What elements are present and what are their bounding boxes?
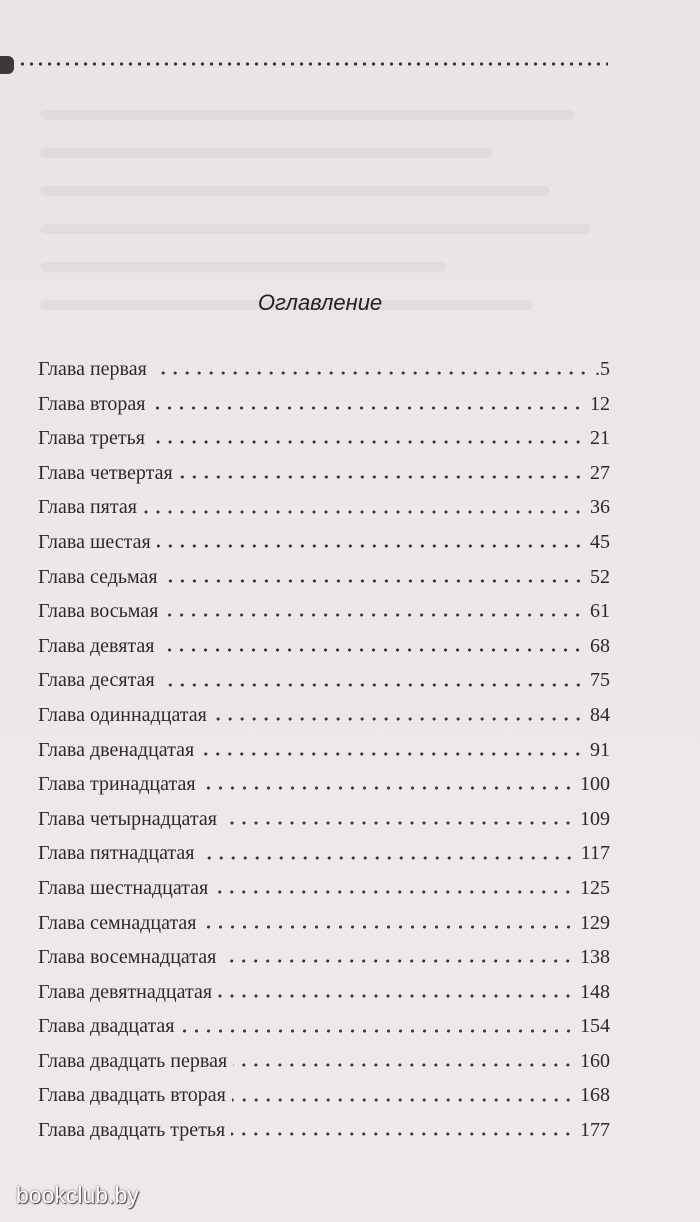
toc-entry-label: Глава двадцать третья [38,1119,226,1142]
toc-entry-label: Глава шестнадцатая [38,876,209,899]
dot-leader [181,1028,574,1034]
toc-entry [38,1078,610,1113]
toc-entry [38,975,610,1010]
toc-entry-label: Глава десятая [38,669,155,692]
dot-leader [232,1097,574,1103]
toc-entry-page: 100 [580,773,610,796]
toc-entry-page: 160 [580,1049,610,1072]
toc-entry-page: 21 [590,427,610,450]
toc-entry-page: 138 [580,946,610,969]
toc-entry [38,352,610,387]
toc-entry-label: Глава семнадцатая [38,911,197,934]
toc-entry-label: Глава восьмая [38,600,159,623]
toc-entry-label: Глава восемнадцатая [38,946,217,969]
dot-leader [153,370,589,376]
toc-entry-page: .5 [595,358,610,380]
toc-entry-label: Глава двенадцатая [38,738,195,761]
toc-entry-page: 61 [590,600,610,623]
toc-entry-page: 168 [580,1084,610,1107]
toc-entry-page: 36 [590,496,610,519]
dot-leader [218,993,574,999]
dot-leader [151,405,584,411]
dot-leader [164,578,584,584]
toc-entry-page: 148 [580,980,610,1003]
toc-entry-page: 117 [580,842,610,865]
toc-entry-page: 27 [590,461,610,484]
dot-leader [160,647,584,653]
dot-leader [202,785,574,791]
toc-entry [38,802,610,837]
toc-entry [38,836,610,871]
toc-entry-label: Глава девятая [38,634,155,657]
dot-leader [161,682,584,688]
toc-entry [38,940,610,975]
toc-entry-page: 177 [580,1119,610,1142]
toc-entry [38,421,610,456]
dot-leader [214,889,574,895]
toc-entry-page: 45 [590,530,610,553]
toc-entry [38,663,610,698]
dot-leader [213,716,584,722]
toc-entry [38,629,610,664]
toc-entry-label: Глава вторая [38,392,146,415]
toc-entry-label: Глава двадцать вторая [38,1084,226,1107]
toc-entry-label: Глава шестая [38,530,151,553]
dot-leader [223,820,574,826]
toc-entry-page: 91 [590,738,610,761]
dot-leader [201,855,575,861]
toc-entry [38,456,610,491]
toc-entry-label: Глава седьмая [38,565,158,588]
toc-entry-page: 12 [590,392,610,415]
toc-entry [38,767,610,802]
table-of-contents [38,352,610,1148]
toc-entry [38,1113,610,1148]
toc-entry [38,387,610,422]
toc-entry-label: Глава пятая [38,496,137,519]
toc-entry-page: 52 [590,565,610,588]
toc-entry-label: Глава четырнадцатая [38,807,217,830]
dot-leader [222,958,574,964]
toc-entry-label: Глава тринадцатая [38,773,196,796]
dot-leader [233,1062,574,1068]
toc-entry [38,490,610,525]
dot-leader [157,543,584,549]
toc-entry [38,1009,610,1044]
toc-entry-page: 75 [590,669,610,692]
dot-leader [143,509,584,515]
toc-entry-page: 125 [580,876,610,899]
dot-leader [231,1131,574,1137]
toc-entry-page: 84 [590,703,610,726]
toc-entry-page: 129 [580,911,610,934]
toc-entry [38,698,610,733]
show-through-text [40,110,620,370]
dot-leader [200,751,584,757]
dot-leader [164,612,584,618]
toc-title: Оглавление [257,290,383,315]
toc-entry-page: 68 [590,634,610,657]
toc-entry-label: Глава пятнадцатая [38,842,195,865]
toc-entry [38,594,610,629]
toc-entry [38,871,610,906]
toc-entry-label: Глава девятнадцатая [38,980,213,1003]
dot-leader [179,474,584,480]
toc-entry [38,906,610,941]
toc-entry-label: Глава третья [38,427,145,450]
toc-entry [38,733,610,768]
toc-entry [38,1044,610,1079]
toc-entry-label: Глава первая [38,358,147,380]
toc-entry-label: Глава двадцать первая [38,1049,228,1072]
dot-leader [203,924,574,930]
toc-entry-page: 154 [580,1015,610,1038]
toc-entry-label: Глава четвертая [38,461,173,484]
dot-leader [151,439,584,445]
toc-entry-label: Глава двадцатая [38,1015,175,1038]
dotted-header-rule [18,60,608,68]
toc-entry-page: 109 [580,807,610,830]
corner-ornament [0,56,14,74]
toc-entry [38,560,610,595]
toc-entry [38,525,610,560]
toc-entry-label: Глава одиннадцатая [38,703,207,726]
watermark: bookclub.by [16,1182,139,1208]
